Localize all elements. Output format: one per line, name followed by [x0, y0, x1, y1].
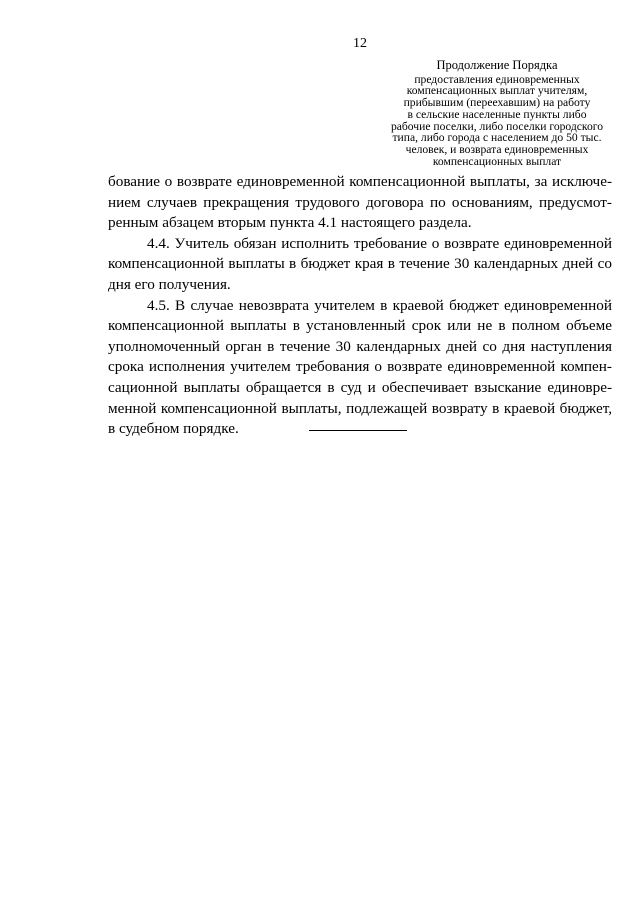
paragraph-4-5 — [108, 296, 612, 440]
page-number: 12 — [353, 36, 367, 51]
text-line: уполномоченный орган в течение 30 календарных дней со дня наступления — [108, 337, 612, 355]
header-line: рабочие поселки, либо поселки городского — [390, 119, 604, 133]
text-line: дня его получения. — [108, 275, 231, 293]
text-line: 4.4. Учитель обязан исполнить требование о возврате единовременной — [147, 234, 612, 252]
text-line: бование о возврате единовременной компенсационной выплаты, за исключе- — [108, 173, 612, 190]
header-line: компенсационных выплат учителям, — [406, 84, 588, 98]
text-line: срока исполнения учителем требования о возврате единовременной компен- — [108, 358, 612, 376]
text-line: сационной выплаты обращается в суд и обеспечивает взыскание единовре- — [108, 378, 612, 396]
text-line: нием случаев прекращения трудового договора по основаниям, предусмот- — [108, 193, 612, 211]
paragraph-continuation — [108, 172, 612, 234]
text-line: ренным абзацем вторым пункта 4.1 настоящего раздела. — [108, 214, 472, 232]
body-text — [108, 172, 612, 440]
text-line: менной компенсационной выплаты, подлежащей возврату в краевой бюджет, — [108, 399, 612, 417]
header-line: человек, и возврата единовременных — [405, 142, 589, 156]
header-line: предоставления единовременных — [414, 72, 580, 86]
header-block — [372, 60, 622, 167]
text-line: 4.5. В случае невозврата учителем в краевой бюджет единовременной — [147, 296, 612, 314]
text-line: в судебном порядке. — [108, 420, 239, 438]
text-line: компенсационной выплаты в бюджет края в течение 30 календарных дней со — [108, 255, 612, 273]
header-line: компенсационных выплат — [432, 154, 562, 168]
header-line: в сельские населенные пункты либо — [407, 107, 587, 121]
header-line: прибывшим (переехавшим) на работу — [403, 96, 591, 110]
header-line: типа, либо города с населением до 50 тыс. — [392, 131, 602, 145]
end-separator-line — [309, 430, 407, 431]
text-line: компенсационной выплаты в установленный срок или не в полном объеме — [108, 317, 612, 335]
header-title: Продолжение Порядка — [436, 58, 558, 72]
paragraph-4-4 — [108, 234, 612, 296]
